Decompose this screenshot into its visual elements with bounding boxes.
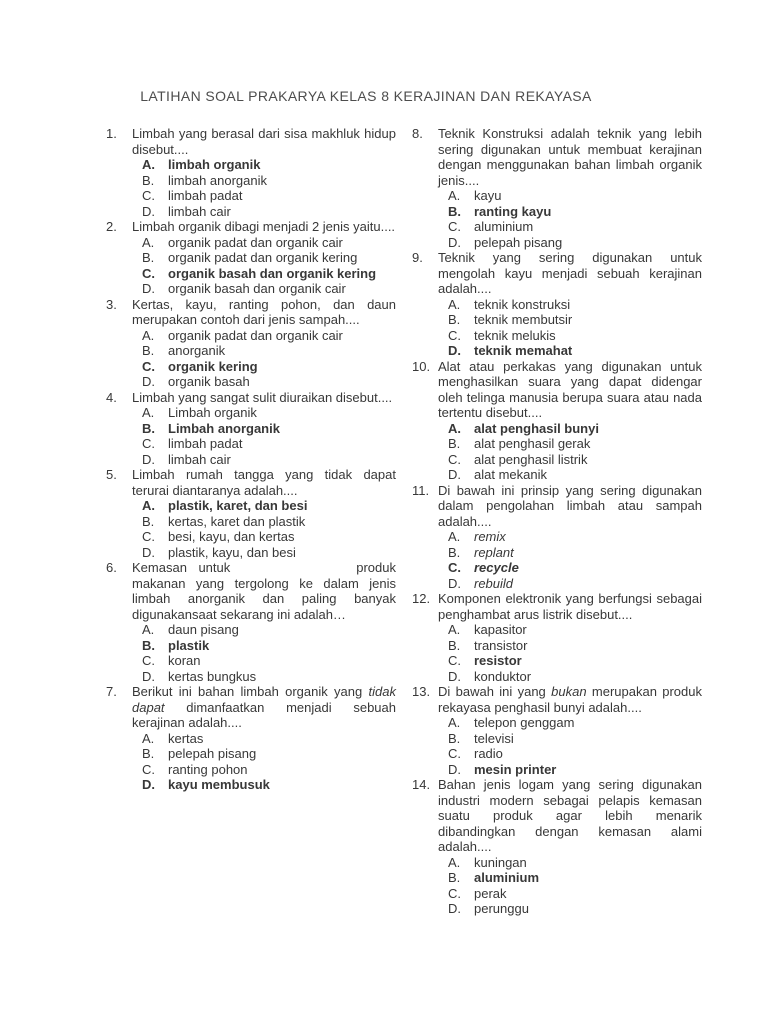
question-12 xyxy=(410,591,702,684)
option-row xyxy=(132,343,396,359)
option-text: organik basah dan organik cair xyxy=(168,281,346,296)
question-11 xyxy=(410,483,702,592)
option-row xyxy=(132,731,396,747)
option-text: rebuild xyxy=(474,575,514,591)
question-number: 14. xyxy=(412,777,431,792)
option-text: transistor xyxy=(474,637,528,653)
question-number: 3. xyxy=(106,296,117,312)
option-text: kuningan xyxy=(474,854,527,870)
question-text xyxy=(438,483,702,530)
option-row xyxy=(132,266,396,282)
option-letter: C. xyxy=(142,188,155,203)
option-letter: C. xyxy=(142,761,155,777)
option-letter: B. xyxy=(448,203,461,219)
question-text-part: Limbah rumah tangga yang tidak dapat terurai diantaranya adalah.... xyxy=(132,467,396,498)
question-body xyxy=(438,777,702,917)
option-letter: C. xyxy=(142,653,155,668)
question-body xyxy=(132,467,396,560)
option-text: resistor xyxy=(474,653,522,668)
option-text: besi, kayu, dan kertas xyxy=(168,529,295,544)
option-letter: C. xyxy=(448,746,461,761)
question-number: 10. xyxy=(412,358,431,374)
option-row xyxy=(438,343,702,359)
question-14 xyxy=(410,777,702,917)
question-3 xyxy=(104,297,396,390)
option-row xyxy=(438,622,702,638)
option-row xyxy=(438,870,702,886)
question-text-part: Kemasan untuk xyxy=(132,560,231,575)
option-row xyxy=(132,622,396,638)
whitespace-gap xyxy=(230,571,356,572)
option-row xyxy=(132,188,396,204)
option-text: teknik memahat xyxy=(474,343,573,358)
option-letter: C. xyxy=(142,436,155,451)
option-row xyxy=(438,715,702,731)
option-row xyxy=(132,157,396,173)
option-text: Limbah organik xyxy=(168,405,257,420)
question-number: 13. xyxy=(412,684,431,699)
option-row xyxy=(132,374,396,390)
option-text: limbah padat xyxy=(168,188,243,203)
option-letter: D. xyxy=(142,203,155,219)
option-row xyxy=(438,297,702,313)
option-text: plastik, kayu, dan besi xyxy=(168,544,296,560)
option-text: kertas, karet dan plastik xyxy=(168,513,306,529)
option-letter: B. xyxy=(448,436,461,451)
option-row xyxy=(132,762,396,778)
question-4 xyxy=(104,390,396,468)
option-letter: D. xyxy=(448,575,461,591)
option-row xyxy=(438,576,702,592)
option-letter: B. xyxy=(448,312,461,327)
page-title: LATIHAN SOAL PRAKARYA KELAS 8 KERAJINAN DAN REKAYASA xyxy=(140,88,592,104)
option-row xyxy=(438,746,702,762)
question-text-part: Limbah yang berasal dari sisa makhluk hidup disebut.... xyxy=(132,126,396,157)
option-row xyxy=(438,669,702,685)
question-8 xyxy=(410,126,702,250)
option-row xyxy=(438,886,702,902)
option-text: teknik membutsir xyxy=(474,312,573,327)
option-text: ranting kayu xyxy=(474,203,552,219)
question-2 xyxy=(104,219,396,297)
option-row xyxy=(132,173,396,189)
question-number: 11. xyxy=(412,482,430,498)
option-text: replant xyxy=(474,544,514,560)
option-row xyxy=(438,529,702,545)
question-text xyxy=(132,126,396,157)
option-row xyxy=(438,436,702,452)
option-row xyxy=(438,731,702,747)
question-13 xyxy=(410,684,702,777)
question-1 xyxy=(104,126,396,219)
question-text xyxy=(132,390,396,406)
option-text: mesin printer xyxy=(474,761,557,777)
option-text: konduktor xyxy=(474,668,532,684)
question-body xyxy=(132,126,396,219)
option-letter: A. xyxy=(448,420,461,436)
option-letter: A. xyxy=(142,498,155,513)
option-text: limbah organik xyxy=(168,157,261,172)
option-letter: D. xyxy=(448,234,461,250)
option-row xyxy=(132,498,396,514)
option-text: recycle xyxy=(474,560,519,575)
option-letter: B. xyxy=(448,637,461,653)
question-body xyxy=(438,591,702,684)
option-letter: A. xyxy=(142,405,155,420)
option-row xyxy=(132,359,396,375)
question-text xyxy=(438,359,702,421)
question-text xyxy=(438,684,702,715)
question-text-part: produk makanan yang tergolong ke dalam jenis limbah anorganik dan paling banyak digunakansaat sekarang ini adalah… xyxy=(132,560,396,622)
question-body xyxy=(438,126,702,250)
option-row xyxy=(132,452,396,468)
option-row xyxy=(132,235,396,251)
option-letter: D. xyxy=(142,451,155,467)
option-row xyxy=(132,638,396,654)
option-text: plastik xyxy=(168,637,210,653)
question-number: 6. xyxy=(106,560,117,575)
question-text-part: Teknik yang sering digunakan untuk mengolah kayu menjadi sebuah kerajinan adalah.... xyxy=(438,250,702,296)
question-text xyxy=(438,126,702,188)
option-row xyxy=(132,204,396,220)
option-letter: D. xyxy=(142,668,155,684)
option-row xyxy=(132,669,396,685)
option-row xyxy=(132,250,396,266)
question-body xyxy=(438,250,702,359)
question-text xyxy=(438,250,702,297)
option-row xyxy=(438,653,702,669)
option-row xyxy=(438,452,702,468)
question-text-part-italic: bukan xyxy=(551,684,587,699)
question-10 xyxy=(410,359,702,483)
option-letter: C. xyxy=(448,327,461,343)
option-text: pelepah pisang xyxy=(474,234,563,250)
option-text: limbah padat xyxy=(168,436,243,451)
question-text xyxy=(132,467,396,498)
question-text xyxy=(132,297,396,328)
option-text: anorganik xyxy=(168,343,226,358)
option-text: teknik konstruksi xyxy=(474,296,571,312)
question-number: 9. xyxy=(412,250,423,265)
option-text: aluminium xyxy=(474,870,540,885)
option-text: organik padat dan organik cair xyxy=(168,327,343,343)
question-columns xyxy=(104,126,702,917)
option-letter: A. xyxy=(142,622,155,637)
question-number: 8. xyxy=(412,126,423,141)
option-text: organik basah xyxy=(168,374,250,389)
option-letter: A. xyxy=(448,854,461,870)
option-row xyxy=(132,281,396,297)
option-row xyxy=(438,312,702,328)
option-text: remix xyxy=(474,529,506,544)
option-row xyxy=(132,405,396,421)
option-letter: B. xyxy=(448,544,461,560)
option-letter: D. xyxy=(142,777,155,792)
option-row xyxy=(132,436,396,452)
option-text: ranting pohon xyxy=(168,761,248,777)
option-letter: D. xyxy=(142,281,155,296)
option-text: alat mekanik xyxy=(474,467,547,482)
option-row xyxy=(438,762,702,778)
question-number: 1. xyxy=(106,126,117,141)
option-row xyxy=(132,328,396,344)
option-letter: A. xyxy=(142,730,155,746)
option-text: plastik, karet, dan besi xyxy=(168,498,308,513)
option-text: organik kering xyxy=(168,358,258,374)
question-body xyxy=(132,219,396,297)
option-letter: C. xyxy=(142,358,155,374)
question-text-part: Berikut ini bahan limbah organik yang xyxy=(132,684,369,699)
column-right xyxy=(410,126,702,917)
question-text xyxy=(132,560,396,622)
option-letter: C. xyxy=(142,265,155,281)
question-text xyxy=(438,591,702,622)
question-number: 7. xyxy=(106,684,117,699)
option-letter: A. xyxy=(142,234,155,250)
question-7 xyxy=(104,684,396,793)
option-text: televisi xyxy=(474,730,514,746)
option-letter: D. xyxy=(142,374,155,389)
option-row xyxy=(132,653,396,669)
option-row xyxy=(438,204,702,220)
question-6 xyxy=(104,560,396,684)
question-text-part: Bahan jenis logam yang sering digunakan industri modern sebagai pelapis kemasan suatu produk agar lebih menarik dibandingkan dengan kemasan alami adalah.... xyxy=(438,777,702,854)
question-text-part: Di bawah ini yang xyxy=(438,684,552,699)
question-5 xyxy=(104,467,396,560)
option-letter: D. xyxy=(448,668,461,684)
question-text-part: dimanfaatkan menjadi sebuah kerajinan adalah.... xyxy=(132,699,396,730)
question-number: 5. xyxy=(106,467,117,482)
option-text: aluminium xyxy=(474,219,534,234)
option-row xyxy=(132,529,396,545)
option-letter: A. xyxy=(448,715,461,730)
question-body xyxy=(438,359,702,483)
option-text: alat penghasil gerak xyxy=(474,436,591,451)
option-row xyxy=(438,188,702,204)
question-text-part-italic: tidak dapat xyxy=(132,684,396,715)
option-letter: A. xyxy=(448,188,461,203)
option-text: kertas bungkus xyxy=(168,668,257,684)
option-letter: B. xyxy=(142,513,155,529)
question-body xyxy=(132,684,396,793)
option-text: kayu xyxy=(474,188,502,203)
option-text: perak xyxy=(474,885,507,901)
question-text-part: merupakan produk rekayasa penghasil bunyi adalah.... xyxy=(438,684,703,715)
option-row xyxy=(438,467,702,483)
option-text: limbah cair xyxy=(168,451,231,467)
option-text: alat penghasil listrik xyxy=(474,451,588,467)
option-letter: A. xyxy=(448,622,461,637)
option-text: kapasitor xyxy=(474,622,527,637)
option-row xyxy=(132,545,396,561)
option-letter: A. xyxy=(142,157,155,172)
question-body xyxy=(438,483,702,592)
question-number: 12. xyxy=(412,591,431,606)
option-row xyxy=(438,638,702,654)
question-text xyxy=(438,777,702,855)
option-letter: D. xyxy=(448,901,461,916)
option-text: organik padat dan organik kering xyxy=(168,250,358,265)
question-text-part: Kertas, kayu, ranting pohon, dan daun merupakan contoh dari jenis sampah.... xyxy=(132,296,396,327)
option-letter: B. xyxy=(142,637,155,653)
option-row xyxy=(438,328,702,344)
question-text-part: Alat atau perkakas yang digunakan untuk menghasilkan suara yang dapat didengar oleh telinga manusia berupa suara atau nada tertentu disebut.... xyxy=(438,358,702,420)
question-body xyxy=(132,297,396,390)
option-row xyxy=(438,219,702,235)
question-body xyxy=(132,390,396,468)
option-letter: D. xyxy=(448,467,461,482)
option-text: pelepah pisang xyxy=(168,746,257,761)
option-letter: C. xyxy=(448,560,461,575)
question-text-part: Komponen elektronik yang berfungsi sebagai penghambat arus listrik disebut.... xyxy=(438,591,702,622)
option-row xyxy=(132,746,396,762)
option-letter: B. xyxy=(142,172,155,188)
option-row xyxy=(438,901,702,917)
option-row xyxy=(438,855,702,871)
option-letter: C. xyxy=(448,653,461,668)
option-text: limbah cair xyxy=(168,203,231,219)
option-letter: B. xyxy=(142,420,155,436)
option-text: perunggu xyxy=(474,901,529,916)
question-text xyxy=(132,684,396,731)
option-text: limbah anorganik xyxy=(168,172,268,188)
option-letter: A. xyxy=(142,327,155,343)
question-text-part: Limbah organik dibagi menjadi 2 jenis yaitu.... xyxy=(132,219,396,234)
option-row xyxy=(132,514,396,530)
option-letter: C. xyxy=(142,529,155,544)
option-text: organik padat dan organik cair xyxy=(168,234,343,250)
option-letter: B. xyxy=(448,730,461,746)
option-letter: A. xyxy=(448,296,461,312)
option-letter: B. xyxy=(448,870,461,885)
option-row xyxy=(438,235,702,251)
option-letter: B. xyxy=(142,746,155,761)
option-letter: C. xyxy=(448,885,461,901)
option-text: kertas xyxy=(168,730,204,746)
option-letter: B. xyxy=(142,250,155,265)
question-text-part: Teknik Konstruksi adalah teknik yang lebih sering digunakan untuk membuat kerajinan dengan menggunakan bahan limbah organik jenis.... xyxy=(438,126,702,188)
option-text: Limbah anorganik xyxy=(168,420,280,436)
question-number: 4. xyxy=(106,389,117,405)
option-letter: C. xyxy=(448,451,461,467)
option-text: alat penghasil bunyi xyxy=(474,420,599,436)
option-row xyxy=(438,421,702,437)
option-row xyxy=(132,421,396,437)
option-letter: A. xyxy=(448,529,461,544)
option-letter: B. xyxy=(142,343,155,358)
option-text: telepon genggam xyxy=(474,715,575,730)
question-text xyxy=(132,219,396,235)
option-letter: D. xyxy=(448,761,461,777)
question-number: 2. xyxy=(106,219,117,234)
option-text: kayu membusuk xyxy=(168,777,270,792)
option-letter: C. xyxy=(448,219,461,234)
option-text: teknik melukis xyxy=(474,327,556,343)
option-letter: D. xyxy=(448,343,461,358)
option-letter: D. xyxy=(142,544,155,560)
option-text: organik basah dan organik kering xyxy=(168,265,377,281)
option-row xyxy=(132,777,396,793)
question-body xyxy=(438,684,702,777)
option-text: daun pisang xyxy=(168,622,239,637)
option-text: koran xyxy=(168,653,201,668)
option-row xyxy=(438,545,702,561)
option-text: radio xyxy=(474,746,503,761)
column-left xyxy=(104,126,396,917)
question-text-part: Limbah yang sangat sulit diuraikan disebut.... xyxy=(132,389,393,405)
question-9 xyxy=(410,250,702,359)
question-text-part: Di bawah ini prinsip yang sering digunakan dalam pengolahan limbah atau sampah adalah.... xyxy=(438,482,702,529)
question-body xyxy=(132,560,396,684)
option-row xyxy=(438,560,702,576)
